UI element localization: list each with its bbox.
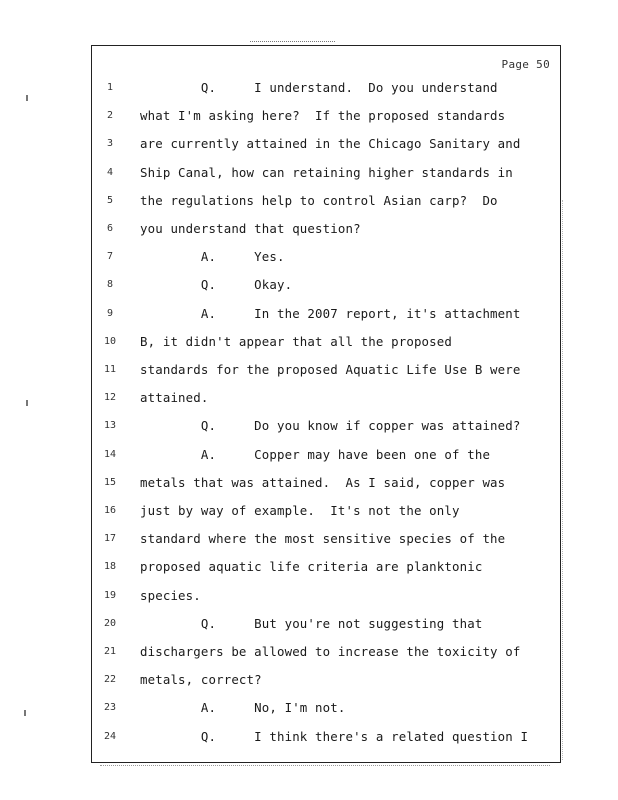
- line-number: 5: [106, 194, 114, 206]
- line-number: 21: [103, 646, 117, 657]
- line-text: you understand that question?: [140, 221, 361, 236]
- transcript-line: [92, 248, 560, 268]
- scan-artifact-speck: [24, 710, 26, 716]
- transcript-line: [92, 474, 560, 494]
- transcript-line: [92, 192, 560, 212]
- line-number: 2: [106, 110, 114, 122]
- line-number: 20: [103, 617, 117, 629]
- line-text: B, it didn't appear that all the proposed: [140, 333, 453, 349]
- line-number: 19: [103, 589, 117, 601]
- transcript-line: [92, 615, 560, 635]
- transcript-line: [92, 135, 560, 155]
- line-text: Q. Okay.: [140, 277, 293, 293]
- scan-artifact-right: [562, 200, 565, 760]
- line-number: 10: [103, 335, 117, 347]
- line-number: 14: [103, 448, 117, 460]
- line-text: are currently attained in the Chicago Sanitary and: [140, 136, 521, 152]
- line-text: standards for the proposed Aquatic Life Use B were: [140, 362, 521, 377]
- line-text: A. Yes.: [140, 249, 285, 265]
- line-number: 7: [106, 251, 114, 263]
- transcript-line: [92, 333, 560, 353]
- line-text: dischargers be allowed to increase the toxicity of: [140, 644, 521, 659]
- line-number: 12: [103, 392, 117, 404]
- transcript-line: [92, 502, 560, 522]
- transcript-line: [92, 587, 560, 607]
- transcript-line: [92, 164, 560, 184]
- transcript-line: [92, 107, 560, 127]
- line-number: 22: [103, 674, 117, 686]
- line-number: 15: [103, 476, 117, 488]
- line-text: Ship Canal, how can retaining higher standards in: [140, 164, 513, 180]
- transcript-line: [92, 558, 560, 578]
- line-number: 8: [106, 279, 114, 291]
- line-number: 23: [103, 702, 117, 714]
- line-text: A. In the 2007 report, it's attachment: [140, 305, 521, 321]
- line-text: Q. I understand. Do you understand: [140, 80, 498, 95]
- transcript-line: [92, 643, 560, 663]
- scan-artifact-speck: [26, 400, 28, 406]
- line-text: A. No, I'm not.: [140, 700, 346, 716]
- transcript-line: [92, 220, 560, 240]
- line-text: the regulations help to control Asian carp? Do: [140, 192, 498, 208]
- transcript-line: [92, 728, 560, 748]
- transcript-line: [92, 417, 560, 437]
- line-number: 9: [106, 307, 114, 319]
- line-text: standard where the most sensitive species of the: [140, 531, 506, 547]
- line-text: species.: [140, 587, 201, 603]
- line-number: 18: [103, 561, 117, 573]
- scan-artifact-top: [250, 41, 335, 44]
- transcript-line: [92, 276, 560, 296]
- line-text: Q. Do you know if copper was attained?: [140, 418, 521, 434]
- transcript-line: [92, 305, 560, 325]
- transcript-line: [92, 446, 560, 466]
- line-number: 4: [106, 166, 114, 178]
- transcript-line: [92, 699, 560, 719]
- line-number: 6: [106, 223, 114, 234]
- line-text: metals, correct?: [140, 672, 262, 688]
- line-text: attained.: [140, 390, 209, 406]
- line-text: A. Copper may have been one of the: [140, 446, 491, 462]
- line-number: 1: [106, 82, 114, 93]
- line-text: what I'm asking here? If the proposed standards: [140, 108, 506, 124]
- line-number: 13: [103, 420, 117, 432]
- transcript-line: [92, 389, 560, 409]
- line-text: just by way of example. It's not the only: [140, 503, 460, 518]
- line-text: metals that was attained. As I said, copper was: [140, 474, 506, 490]
- scan-artifact-bottom: [100, 765, 550, 768]
- transcript-line: [92, 671, 560, 691]
- line-number: 3: [106, 138, 114, 150]
- transcript-line: [92, 79, 560, 99]
- transcript-page: [91, 45, 561, 763]
- line-number: 11: [103, 364, 117, 375]
- line-number: 24: [103, 730, 117, 742]
- scan-artifact-speck: [26, 95, 28, 101]
- line-number: 16: [103, 505, 117, 516]
- line-text: Q. I think there's a related question I: [140, 728, 529, 744]
- transcript-line: [92, 530, 560, 550]
- line-text: proposed aquatic life criteria are planktonic: [140, 559, 483, 575]
- line-number: 17: [103, 533, 117, 545]
- line-text: Q. But you're not suggesting that: [140, 615, 483, 631]
- transcript-line: [92, 361, 560, 381]
- page-number: Page 50: [501, 58, 550, 71]
